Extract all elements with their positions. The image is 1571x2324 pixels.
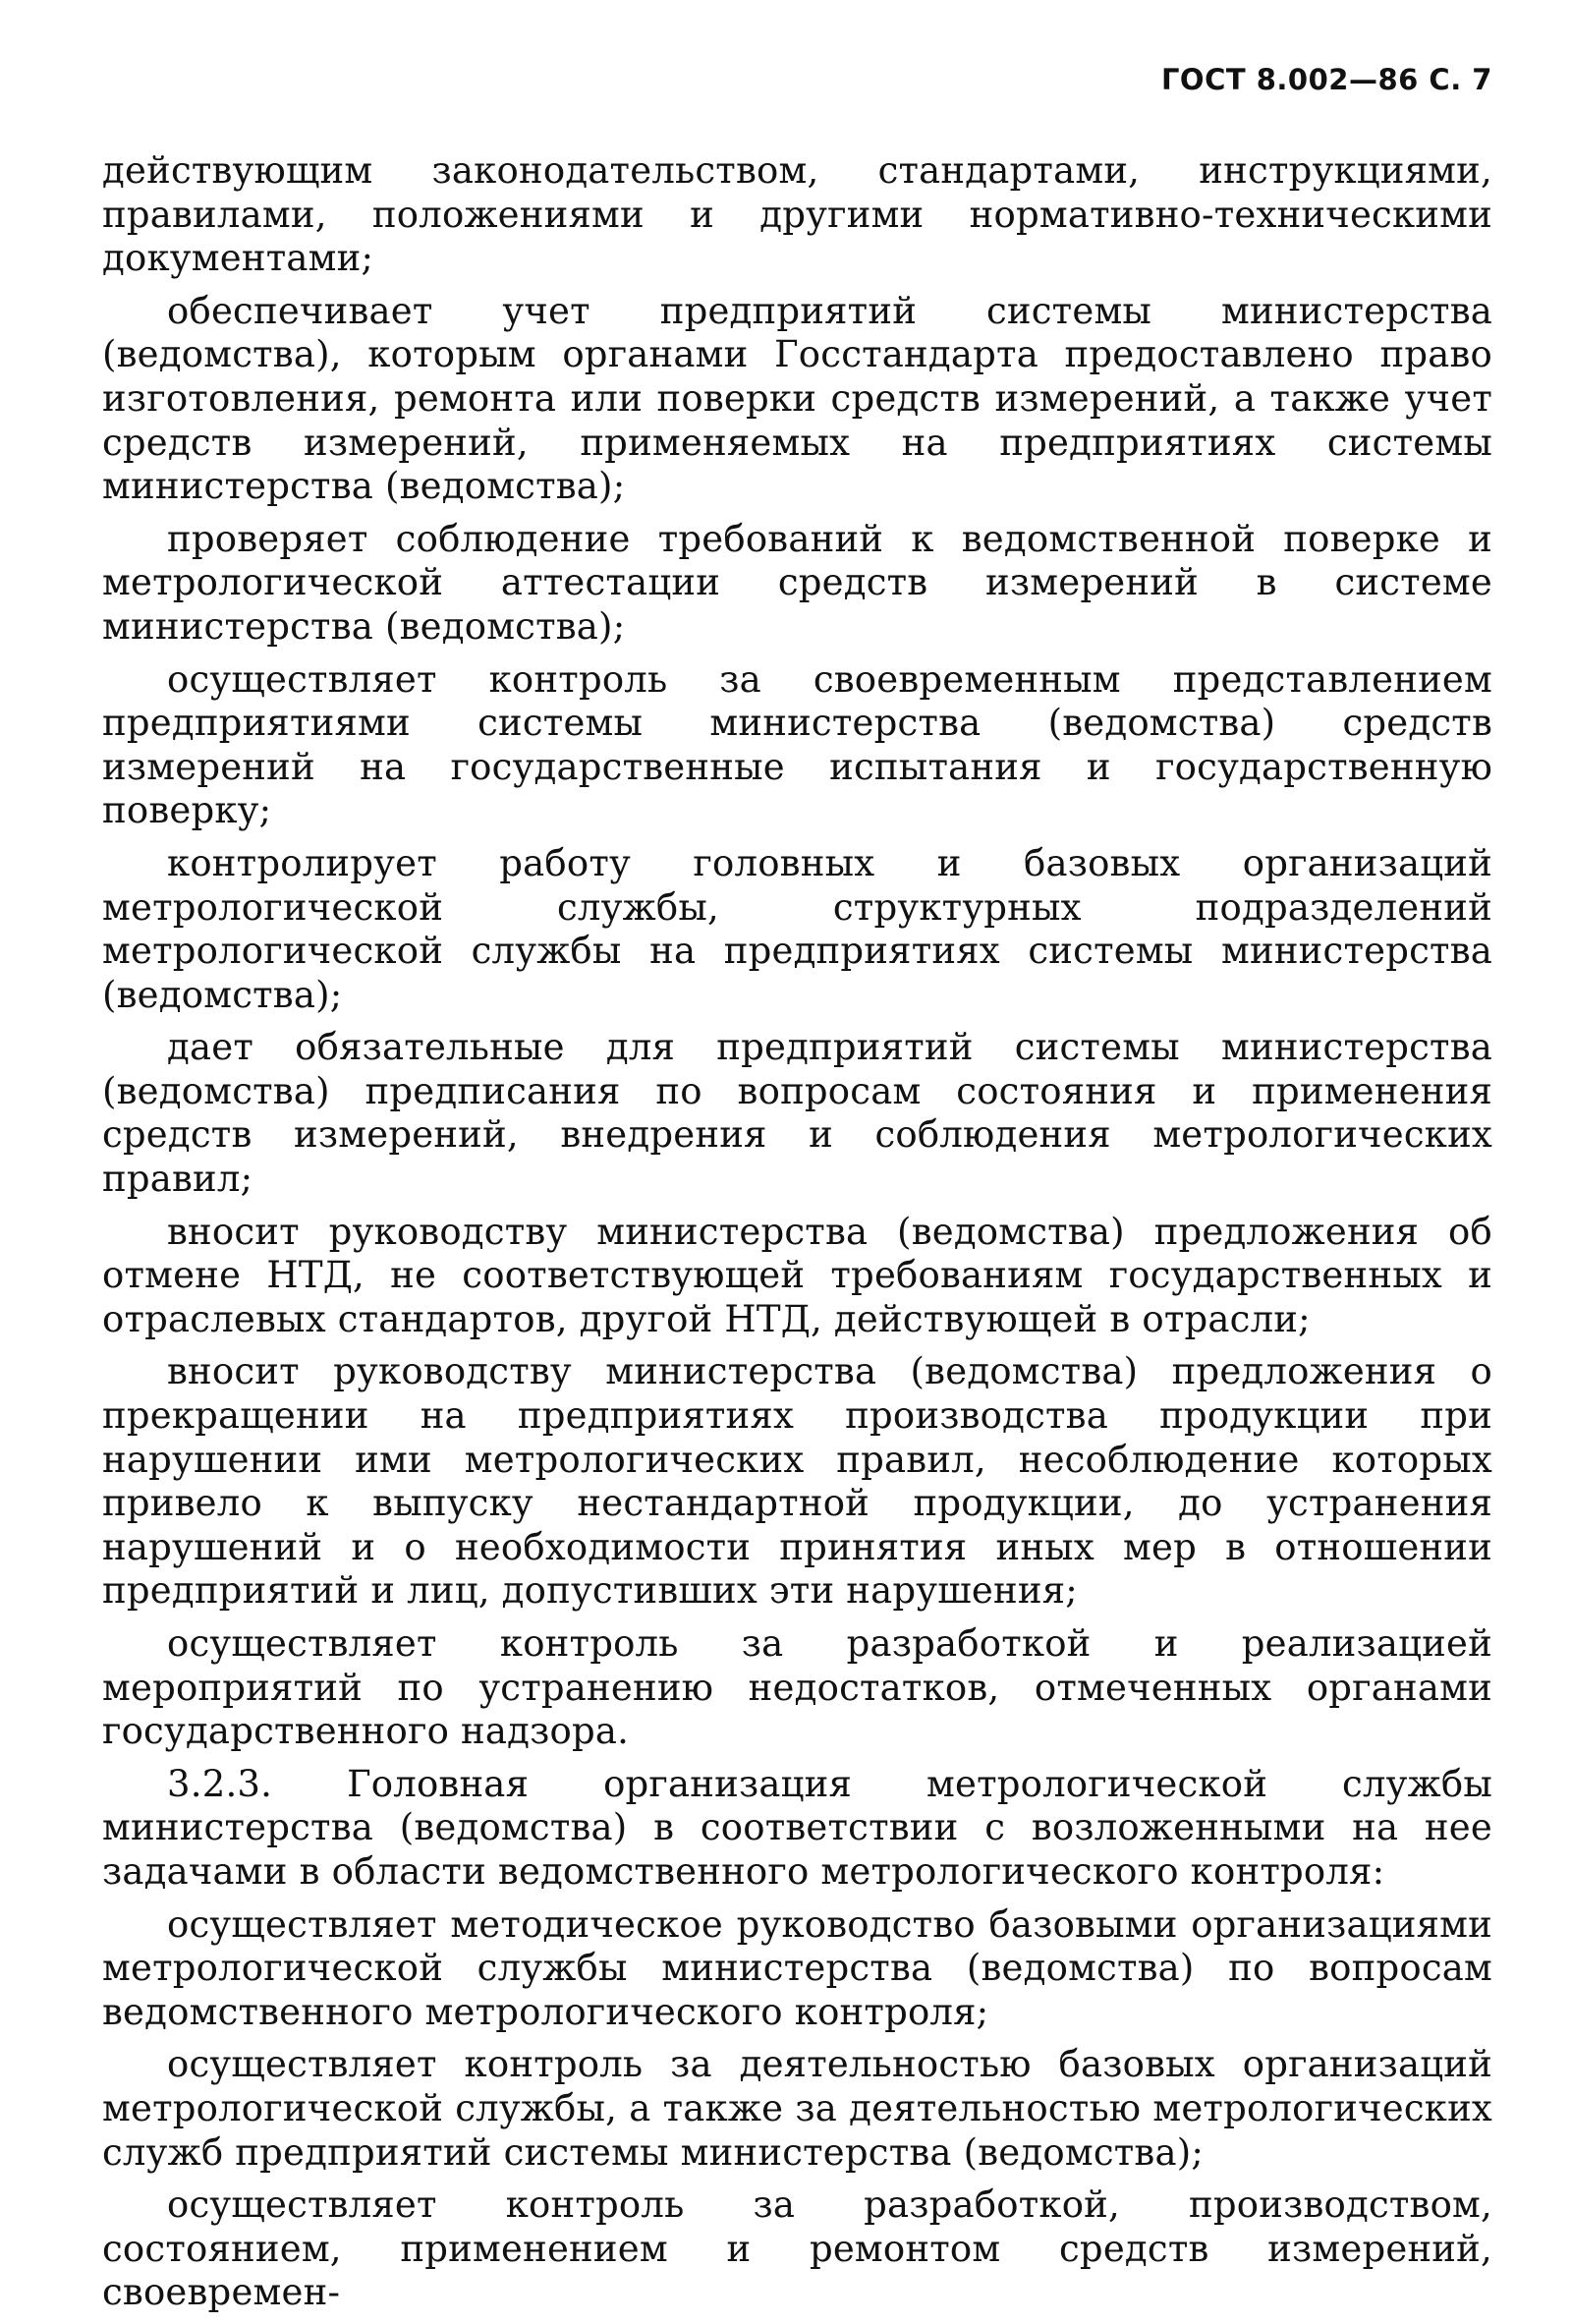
page-header <box>1161 63 1492 96</box>
paragraph: осуществляет контроль за разработкой, производством, состоянием, применением и ремонтом средств измерений, своевремен- <box>102 2183 1492 2314</box>
paragraph: осуществляет контроль за своевременным представлением предприятиями системы министерства (ведомства) средств измерений на государственные испытания и государственную поверку; <box>102 657 1492 832</box>
paragraph: вносит руководству министерства (ведомства) предложения об отмене НТД, не соответствующей требованиям государственных и отраслевых стандартов, другой НТД, действующей в отрасли; <box>102 1210 1492 1340</box>
paragraph: осуществляет контроль за разработкой и реализацией мероприятий по устранению недостатков, отмеченных органами государственного надзора. <box>102 1622 1492 1753</box>
paragraph: проверяет соблюдение требований к ведомственной поверке и метрологической аттестации средств измерений в системе министерства (ведомства); <box>102 517 1492 648</box>
section-paragraph: 3.2.3. Головная организация метрологической службы министерства (ведомства) в соответствии с возложенными на нее задачами в области ведомственного метрологического контроля: <box>102 1762 1492 1893</box>
paragraph: осуществляет контроль за деятельностью базовых организаций метрологической службы, а также за деятельностью метрологических служб предприятий системы министерства (ведомства); <box>102 2043 1492 2174</box>
page-label: ГОСТ 8.002—86 С. 7 <box>1160 63 1492 96</box>
paragraph: осуществляет методическое руководство базовыми организациями метрологической службы министерства (ведомства) по вопросам ведомственного метрологического контроля; <box>102 1902 1492 2033</box>
document-body <box>102 149 1492 2324</box>
paragraph: обеспечивает учет предприятий системы министерства (ведомства), которым органами Госстандарта предоставлено право изготовления, ремонта или поверки средств измерений, а также учет средств измерений, применяемых на предприятиях системы министерства (ведомства); <box>102 289 1492 508</box>
paragraph: действующим законодательством, стандартами, инструкциями, правилами, положениями и другими нормативно-техническими документами; <box>102 149 1492 280</box>
paragraph: вносит руководству министерства (ведомства) предложения о прекращении на предприятиях производства продукции при нарушении ими метрологических правил, несоблюдение которых привело к выпуску нестандартной продукции, до устранения нарушений и о необходимости принятия иных мер в отношении предприятий и лиц, допустивших эти нарушения; <box>102 1350 1492 1613</box>
paragraph: контролирует работу головных и базовых организаций метрологической службы, структурных подразделений метрологической службы на предприятиях системы министерства (ведомства); <box>102 841 1492 1016</box>
paragraph: дает обязательные для предприятий системы министерства (ведомства) предписания по вопросам состояния и применения средств измерений, внедрения и соблюдения метрологических правил; <box>102 1026 1492 1201</box>
